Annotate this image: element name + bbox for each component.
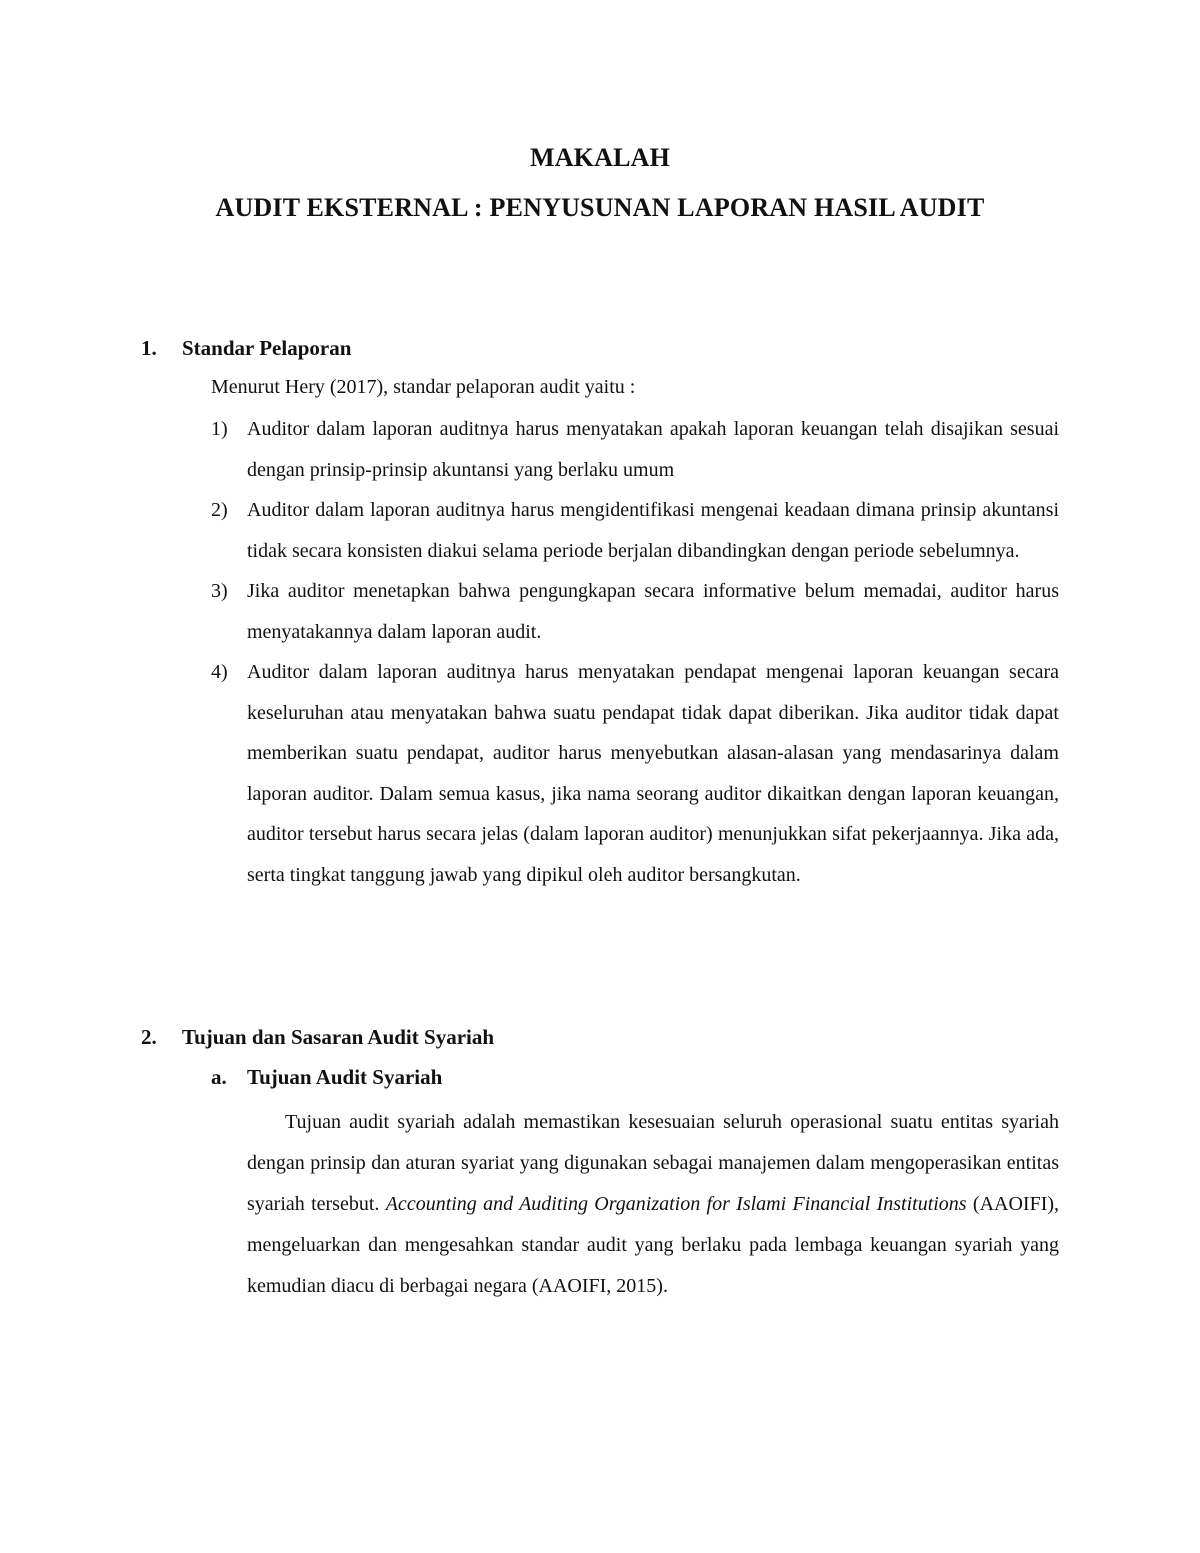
list-item xyxy=(211,409,1059,490)
paragraph-italic-organization: Accounting and Auditing Organization for Islami Financial Institutions xyxy=(385,1193,967,1215)
document-title: MAKALAH xyxy=(529,143,671,172)
paragraph-text-part2: (AAOIFI), mengeluarkan dan mengesahkan standar audit yang berlaku pada lembaga keuangan syariah yang kemudian diacu di berbagai negara (AAOIFI, 2015). xyxy=(247,1193,1060,1297)
section-2-number: 2. xyxy=(141,1025,157,1049)
list-item-marker: 1) xyxy=(211,418,228,440)
list-item-text: Auditor dalam laporan auditnya harus menyatakan pendapat mengenai laporan keuangan secara keseluruhan atau menyatakan bahwa suatu pendapat tidak dapat diberikan. Jika auditor tidak dapat memberikan suatu pendapat, auditor harus menyebutkan alasan-alasan yang mendasarinya dalam laporan auditor. Dalam semua kasus, jika nama seorang auditor dikaitkan dengan laporan keuangan, auditor tersebut harus secara jelas (dalam laporan auditor) menunjukkan sifat pekerjaannya. Jika ada, serta tingkat tanggung jawab yang dipikul oleh auditor bersangkutan. xyxy=(247,661,1059,886)
list-item xyxy=(211,571,1059,652)
list-item xyxy=(211,490,1059,571)
paragraph-text-part1: Tujuan audit syariah adalah memastikan kesesuaian seluruh operasional suatu entitas syariah dengan prinsip dan aturan syariat yang digunakan sebagai manajemen dalam mengoperasikan entitas syariah tersebut. xyxy=(247,1111,1059,1215)
reporting-standards-list xyxy=(211,409,1059,895)
list-item-marker: 2) xyxy=(211,499,228,521)
subsection-a-paragraph xyxy=(247,1102,1059,1307)
section-1-title: Standar Pelaporan xyxy=(182,336,352,360)
list-item-text: Auditor dalam laporan auditnya harus mengidentifikasi mengenai keadaan dimana prinsip akuntansi tidak secara konsisten diakui selama periode berjalan dibandingkan dengan periode sebelumnya. xyxy=(247,499,1059,562)
list-item xyxy=(211,652,1059,895)
document-subtitle: AUDIT EKSTERNAL : PENYUSUNAN LAPORAN HASIL AUDIT xyxy=(215,193,985,222)
section-1-number: 1. xyxy=(141,336,157,360)
list-item-text: Auditor dalam laporan auditnya harus menyatakan apakah laporan keuangan telah disajikan sesuai dengan prinsip-prinsip akuntansi yang berlaku umum xyxy=(247,418,1059,481)
list-item-marker: 3) xyxy=(211,580,228,602)
section-2-title: Tujuan dan Sasaran Audit Syariah xyxy=(182,1025,495,1049)
subsection-a-marker: a. xyxy=(211,1065,227,1089)
list-item-marker: 4) xyxy=(211,661,228,683)
subsection-a-title: Tujuan Audit Syariah xyxy=(247,1065,443,1089)
list-item-text: Jika auditor menetapkan bahwa pengungkapan secara informative belum memadai, auditor harus menyatakannya dalam laporan audit. xyxy=(247,580,1059,643)
section-1-intro: Menurut Hery (2017), standar pelaporan audit yaitu : xyxy=(211,376,636,398)
